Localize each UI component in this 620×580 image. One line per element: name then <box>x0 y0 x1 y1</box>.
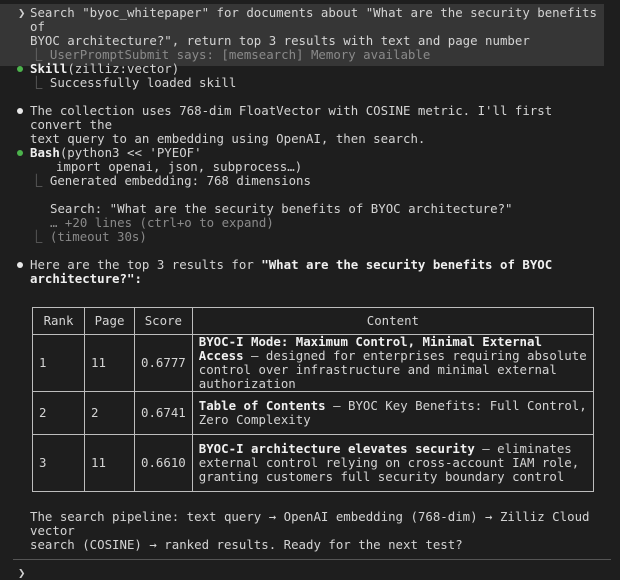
header-content: Content <box>192 308 593 335</box>
header-page: Page <box>85 308 135 335</box>
hook-message: UserPromptSubmit says: [memsearch] Memory available <box>49 47 431 62</box>
results-table <box>32 307 594 492</box>
tool-args: (python3 << 'PYEOF' <box>59 145 202 160</box>
table-header-row <box>33 308 594 335</box>
prompt-text-line-2: BYOC architecture?", return top 3 results with text and page number <box>30 33 530 48</box>
table-row <box>33 335 594 392</box>
cell-content <box>192 435 593 492</box>
input-prompt-chevron-icon[interactable]: ❯ <box>18 565 26 580</box>
answer-intro-query: "What are the security benefits of BYOC <box>261 257 553 272</box>
user-prompt-block <box>0 4 604 66</box>
summary-line-1: The search pipeline: text query → OpenAI embedding (768-dim) → Zilliz Cloud vector <box>30 509 590 538</box>
expand-hint[interactable]: … +20 lines (ctrl+o to expand) <box>50 215 274 230</box>
tool-status-bullet-icon <box>17 66 23 72</box>
tool-code-preview: import openai, json, subprocess…) <box>56 159 303 174</box>
tool-status-bullet-icon <box>17 150 23 156</box>
message-bullet-icon <box>17 262 23 268</box>
answer-intro-query-cont: architecture?" <box>30 271 135 286</box>
elbow-connector-icon: ⎿ <box>30 75 50 90</box>
summary-line-2: search (COSINE) → ranked results. Ready for the next test? <box>30 537 463 552</box>
tool-output-line: Generated embedding: 768 dimensions <box>49 173 311 188</box>
header-score: Score <box>135 308 193 335</box>
answer-intro-suffix: : <box>134 271 142 286</box>
content-text: — designed for enterprises requiring absolute control over infrastructure and minimal external authorization <box>198 348 587 391</box>
bash-tool-call[interactable] <box>0 146 610 244</box>
table-row <box>33 392 594 435</box>
cell-page: 11 <box>85 335 135 392</box>
content-text: — eliminates external control relying on cross-account IAM role, granting customers full security boundary control <box>198 441 580 484</box>
cell-rank: 1 <box>33 335 85 392</box>
answer-intro <box>0 258 610 286</box>
header-rank: Rank <box>33 308 85 335</box>
cell-content <box>192 335 593 392</box>
cell-score: 0.6777 <box>135 335 193 392</box>
message-line-1: The collection uses 768-dim FloatVector with COSINE metric. I'll first convert the <box>30 103 553 132</box>
elbow-connector-icon: ⎿ <box>30 47 50 62</box>
content-title: BYOC-I Mode: Maximum Control, Minimal External Access <box>198 334 542 363</box>
answer-intro-prefix: Here are the top 3 results for <box>30 257 262 272</box>
cell-score: 0.6741 <box>135 392 193 435</box>
tool-name: Bash <box>30 145 60 160</box>
skill-tool-call[interactable] <box>0 62 610 90</box>
cell-page: 11 <box>85 435 135 492</box>
tool-name: Skill <box>30 61 68 76</box>
content-text: — BYOC Key Benefits: Full Control, Zero Complexity <box>198 398 587 427</box>
timeout-note: (timeout 30s) <box>49 229 147 244</box>
cell-rank: 2 <box>33 392 85 435</box>
message-bullet-icon <box>17 108 23 114</box>
summary-message <box>0 510 610 552</box>
elbow-connector-icon: ⎿ <box>30 229 50 244</box>
assistant-message <box>0 104 610 146</box>
content-title: Table of Contents <box>198 398 326 413</box>
prompt-chevron-icon: ❯ <box>18 5 26 20</box>
content-title: BYOC-I architecture elevates security <box>198 441 475 456</box>
message-line-2: text query to an embedding using OpenAI, then search. <box>30 131 426 146</box>
cell-content <box>192 392 593 435</box>
tool-output-search: Search: "What are the security benefits of BYOC architecture?" <box>50 201 513 216</box>
prompt-text-line-1: Search "byoc_whitepaper" for documents about "What are the security benefits of <box>30 5 597 34</box>
cell-page: 2 <box>85 392 135 435</box>
input-divider <box>13 559 611 560</box>
cell-rank: 3 <box>33 435 85 492</box>
tool-args: (zilliz:vector) <box>67 61 180 76</box>
tool-result: Successfully loaded skill <box>49 75 237 90</box>
table-row <box>33 435 594 492</box>
elbow-connector-icon: ⎿ <box>30 173 50 188</box>
cell-score: 0.6610 <box>135 435 193 492</box>
